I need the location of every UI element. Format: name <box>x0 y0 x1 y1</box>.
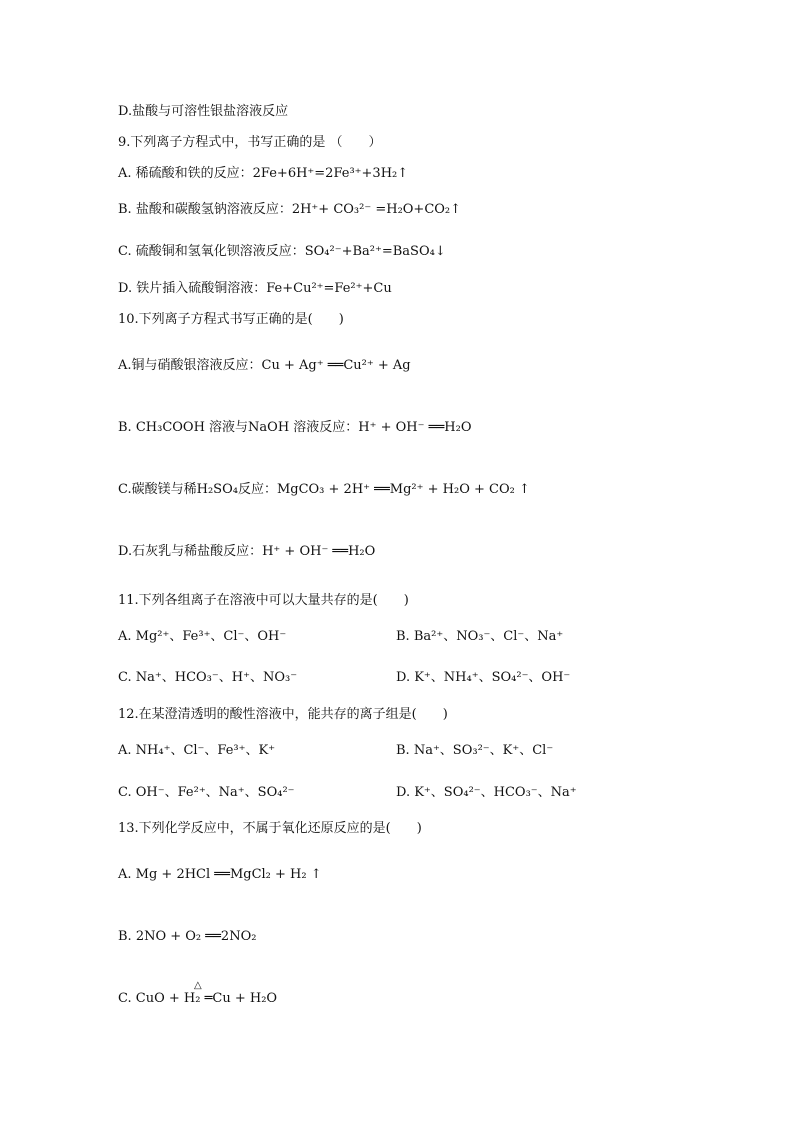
q10-option-a: A.铜与硝酸银溶液反应：Cu + Ag⁺ ══Cu²⁺ + Ag <box>118 358 411 373</box>
q9-option-d: D. 铁片插入硫酸铜溶液：Fe+Cu²⁺=Fe²⁺+Cu <box>118 281 392 296</box>
q13-option-b: B. 2NO + O₂ ══2NO₂ <box>118 929 257 944</box>
option-8d: D.盐酸与可溶性银盐溶液反应 <box>118 104 289 119</box>
q11-option-a: A. Mg²⁺、Fe³⁺、Cl⁻、OH⁻ <box>118 629 287 644</box>
q9-option-a: A. 稀硫酸和铁的反应：2Fe+6H⁺=2Fe³⁺+3H₂↑ <box>118 166 409 181</box>
q12-option-c: C. OH⁻、Fe²⁺、Na⁺、SO₄²⁻ <box>118 785 295 800</box>
q10-option-c: C.碳酸镁与稀H₂SO₄反应：MgCO₃ + 2H⁺ ══Mg²⁺ + H₂O + CO₂ ↑ <box>118 482 530 497</box>
question-12: 12.在某澄清透明的酸性溶液中，能共存的离子组是( ) <box>118 707 448 722</box>
q11-option-c: C. Na⁺、HCO₃⁻、H⁺、NO₃⁻ <box>118 670 298 685</box>
q12-option-a: A. NH₄⁺、Cl⁻、Fe³⁺、K⁺ <box>118 743 276 758</box>
q11-option-d: D. K⁺、NH₄⁺、SO₄²⁻、OH⁻ <box>396 670 571 685</box>
question-10: 10.下列离子方程式书写正确的是( ) <box>118 312 344 327</box>
question-9: 9.下列离子方程式中，书写正确的是 （ ） <box>118 135 382 150</box>
q13-option-a: A. Mg + 2HCl ══MgCl₂ + H₂ ↑ <box>118 867 322 882</box>
q12-option-d: D. K⁺、SO₄²⁻、HCO₃⁻、Na⁺ <box>396 785 577 800</box>
question-11: 11.下列各组离子在溶液中可以大量共存的是( ) <box>118 593 409 608</box>
q11-option-b: B. Ba²⁺、NO₃⁻、Cl⁻、Na⁺ <box>396 629 564 644</box>
q10-option-d: D.石灰乳与稀盐酸反应：H⁺ + OH⁻ ══H₂O <box>118 544 376 559</box>
q12-option-b: B. Na⁺、SO₃²⁻、K⁺、Cl⁻ <box>396 743 554 758</box>
heat-triangle-icon: △ <box>194 980 202 991</box>
q9-option-b: B. 盐酸和碳酸氢钠溶液反应：2H⁺+ CO₃²⁻ =H₂O+CO₂↑ <box>118 202 462 217</box>
question-13: 13.下列化学反应中，不属于氧化还原反应的是( ) <box>118 821 422 836</box>
q10-option-b: B. CH₃COOH 溶液与NaOH 溶液反应：H⁺ + OH⁻ ══H₂O <box>118 420 472 435</box>
q13-option-c-text: C. CuO + H₂ ═Cu + H₂O <box>118 991 278 1006</box>
q9-option-c: C. 硫酸铜和氢氧化钡溶液反应：SO₄²⁻+Ba²⁺=BaSO₄↓ <box>118 244 446 259</box>
q13-option-c <box>118 980 278 1008</box>
